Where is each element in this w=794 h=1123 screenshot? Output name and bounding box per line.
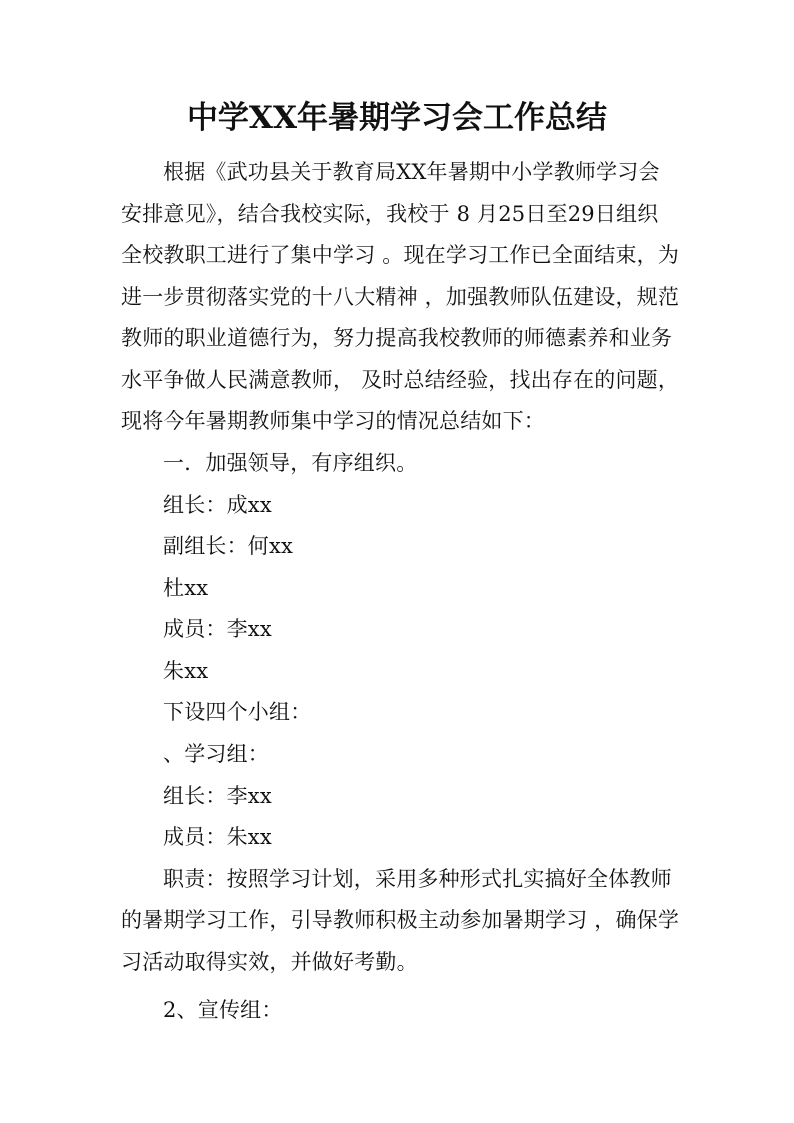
document-title: 中学XX年暑期学习会工作总结: [186, 100, 608, 136]
group1-duty-line-1: 职责：按照学习计划，采用多种形式扎实搞好全体教师: [163, 867, 672, 891]
member-line: 成员：李xx: [163, 617, 272, 641]
intro-line-7: 现将今年暑期教师集中学习的情况总结如下：: [121, 409, 545, 433]
group1-duty-line-2: 的暑期学习工作，引导教师积极主动参加暑期学习 ，确保学: [121, 908, 680, 932]
section1-heading: 一．加强领导，有序组织。: [163, 451, 418, 475]
deputy-leader-line: 副组长：何xx: [163, 534, 294, 558]
group1-heading: 、学习组：: [163, 742, 269, 766]
group1-duty-line-3: 习活动取得实效，并做好考勤。: [121, 950, 418, 974]
intro-line-1: 根据《武功县关于教育局XX年暑期中小学教师学习会: [163, 160, 660, 184]
deputy-leader-line-2: 杜xx: [163, 576, 209, 600]
intro-line-3: 全校教职工进行了集中学习 。现在学习工作已全面结束，为: [121, 243, 680, 267]
intro-line-2: 安排意见》，结合我校实际，我校于 8 月25日至29日组织: [121, 202, 659, 226]
intro-line-5: 教师的职业道德行为，努力提高我校教师的师德素养和业务: [121, 326, 673, 350]
leader-line: 组长：成xx: [163, 493, 272, 517]
group1-member: 成员：朱xx: [163, 825, 272, 849]
intro-line-4: 进一步贯彻落实党的十八大精神 ，加强教师队伍建设，规范: [121, 285, 680, 309]
group1-leader: 组长：李xx: [163, 784, 272, 808]
member-line-2: 朱xx: [163, 659, 209, 683]
intro-line-6: 水平争做人民满意教师， 及时总结经验，找出存在的问题，: [121, 368, 680, 392]
subgroups-intro: 下设四个小组：: [163, 700, 312, 724]
group2-heading: 2、宣传组：: [163, 998, 283, 1022]
